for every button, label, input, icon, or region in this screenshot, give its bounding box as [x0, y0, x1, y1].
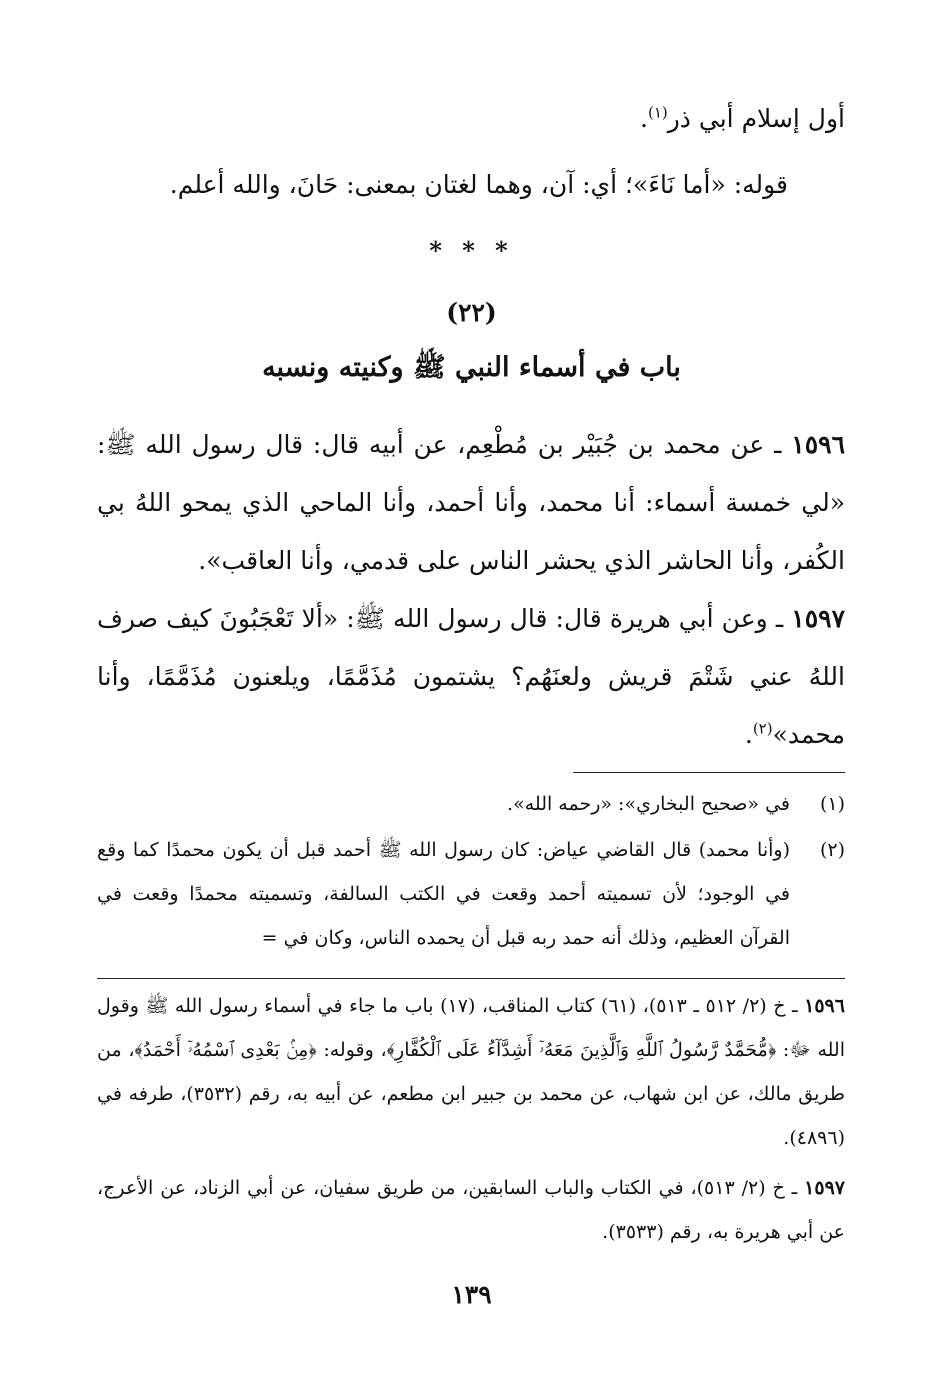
footnote-number: (٢) — [819, 839, 845, 861]
hadith-number: ١٥٩٧ — [791, 604, 845, 633]
takhrij-1597 — [97, 1166, 845, 1254]
page-number: ١٣٩ — [451, 1280, 492, 1309]
chapter-number: (٢٢) — [446, 298, 497, 327]
hadith-number: ١٥٩٦ — [791, 430, 845, 459]
takhrij-number: ١٥٩٧ — [804, 1177, 845, 1199]
takhrij-divider — [97, 978, 845, 979]
takhrij-text: ـ خ (٢/ ٥١٣)، في الكتاب والباب السابقين، من طريق سفيان، عن أبي الزناد، عن الأعرج، عن أبي هريرة به، رقم (٣٥٣٣). — [97, 1177, 845, 1243]
top-line-1-end: . — [640, 104, 648, 133]
chapter-title: باب في أسماء النبي ﷺ وكنيته ونسبه — [262, 352, 681, 383]
top-line-1-text: أول إسلام أبي ذر — [667, 104, 845, 133]
hadith-end: . — [744, 720, 753, 749]
footnote-text: في «صحيح البخاري»: «رحمه الله». — [507, 793, 790, 815]
footnote-divider — [573, 772, 845, 773]
footnote-ref-2: (٢) — [752, 719, 773, 738]
takhrij-1596 — [97, 984, 845, 1160]
hadith-1597 — [97, 590, 845, 764]
takhrij-number: ١٥٩٦ — [804, 995, 845, 1017]
top-line-2: قوله: «أما نَاءَ»؛ أي: آن، وهما لغتان بمعنى: حَانَ، والله أعلم. — [169, 170, 788, 199]
hadith-1596 — [97, 416, 845, 590]
footnote-ref-1: (١) — [647, 103, 668, 122]
top-line-1 — [97, 90, 845, 148]
section-separator: * * * — [429, 236, 514, 265]
hadith-text: ـ وعن أبي هريرة قال: قال رسول الله ﷺ: «ألا تَعْجَبُونَ كيف صرف اللهُ عني شَتْمَ قريش ولعنَهُم؟ يشتمون مُذَمَّمًا، ويلعنون مُذَمَّمًا، وأنا محمد» — [97, 604, 845, 749]
takhrij-text: ـ خ (٢/ ٥١٢ ـ ٥١٣)، (٦١) كتاب المناقب، (١٧) باب ما جاء في أسماء رسول الله ﷺ وقول الله ﷻ: ﴿مُّحَمَّدٌ رَّسُولُ ٱللَّهِ وَٱلَّذِينَ مَعَهُۥٓ أَشِدَّآءُ عَلَى ٱلْكُفَّارِ﴾، وقوله: ﴿مِنۢ بَعْدِى ٱسْمُهُۥٓ أَحْمَدُ﴾، من طريق مالك، عن ابن شهاب، عن محمد بن جبير ابن مطعم، عن أبيه به، رقم (٣٥٣٢)، طرفه في (٤٨٩٦). — [97, 995, 845, 1149]
footnote-text: (وأنا محمد) قال القاضي عياض: كان رسول الله ﷺ أحمد قبل أن يكون محمدًا كما وقع في الوجود؛ لأن تسميته أحمد وقعت في الكتب السالفة، وتسميته محمدًا وقعت في القرآن العظيم، وذلك أنه حمد ربه قبل أن يحمده الناس، وكان في = — [97, 839, 790, 949]
footnote-1 — [97, 782, 845, 826]
footnote-number: (١) — [819, 793, 845, 815]
hadith-text: ـ عن محمد بن جُبَيْر بن مُطْعِم، عن أبيه قال: قال رسول الله ﷺ: «لي خمسة أسماء: أنا محمد، وأنا أحمد، وأنا الماحي الذي يمحو اللهُ بي الكُفر، وأنا الحاشر الذي يحشر الناس على قدمي، وأنا العاقب». — [97, 430, 845, 575]
footnote-2 — [97, 828, 845, 960]
